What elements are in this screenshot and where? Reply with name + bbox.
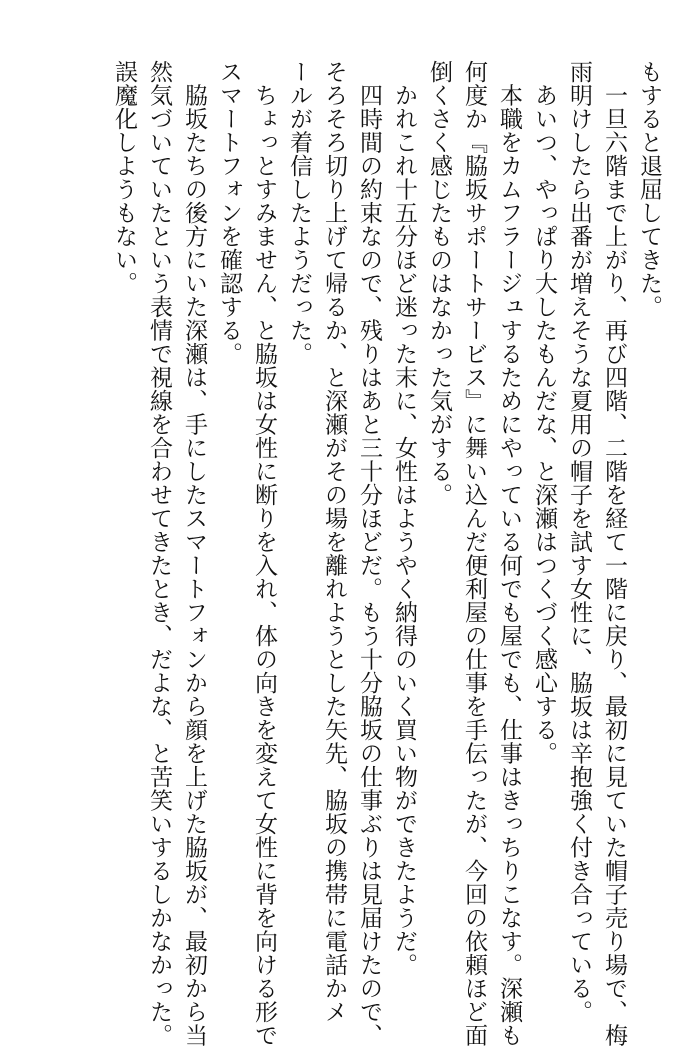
text-line: 何度か『脇坂サポートサービス』に舞い込んだ便利屋の仕事を手伝ったが、今回の依頼ほど面 <box>461 60 487 1047</box>
text-line: 一旦六階まで上がり、再び四階、二階を経て一階に戻り、最初に見ていた帽子売り場で、梅 <box>601 60 627 1047</box>
paragraph <box>281 60 386 1047</box>
text-line: 誤魔化しようもない。 <box>111 60 137 295</box>
text-line: そろそろ切り上げて帰るか、と深瀬がその場を離れようとした矢先、脇坂の携帯に電話かメ <box>321 60 347 1024</box>
paragraph <box>561 60 631 1047</box>
text-line: あいつ、やっぱり大したもんだな、と深瀬はつくづく感心する。 <box>531 60 557 765</box>
paragraph <box>631 60 666 980</box>
text-line: 然気づいていたという表情で視線を合わせてきたとき、だよな、と苦笑いするしかなかった。 <box>146 60 172 1047</box>
paragraph <box>106 60 211 1047</box>
paragraph <box>421 60 526 1047</box>
text-line: ールが着信したようだった。 <box>286 60 312 366</box>
text-line: 本職をカムフラージュするためにやっている何でも屋でも、仕事はきっちりこなす。深瀬も <box>496 60 522 1047</box>
vertical-text-body <box>106 60 666 1047</box>
paragraph <box>386 60 421 980</box>
text-line: スマートフォンを確認する。 <box>216 60 242 366</box>
text-line: 脇坂たちの後方にいた深瀬は、手にしたスマートフォンから顔を上げた脇坂が、最初から当 <box>181 60 207 1047</box>
text-line: かれこれ十五分ほど迷った末に、女性はようやく納得のいく買い物ができたようだ。 <box>391 60 417 977</box>
paragraph <box>526 60 561 980</box>
text-line: 雨明けしたら出番が増えそうな夏用の帽子を試す女性に、脇坂は辛抱強く付き合っている。 <box>566 60 592 1024</box>
text-line: 倒くさく感じたものはなかった気がする。 <box>426 60 452 507</box>
paragraph <box>211 60 281 1047</box>
text-line: ちょっとすみません、と脇坂は女性に断りを入れ、体の向きを変えて女性に背を向ける形で <box>251 60 277 1047</box>
text-line: 四時間の約束なので、残りはあと三十分ほどだ。もう十分脇坂の仕事ぶりは見届けたので、 <box>356 60 382 1047</box>
text-line: もすると退屈してきた。 <box>636 60 662 319</box>
